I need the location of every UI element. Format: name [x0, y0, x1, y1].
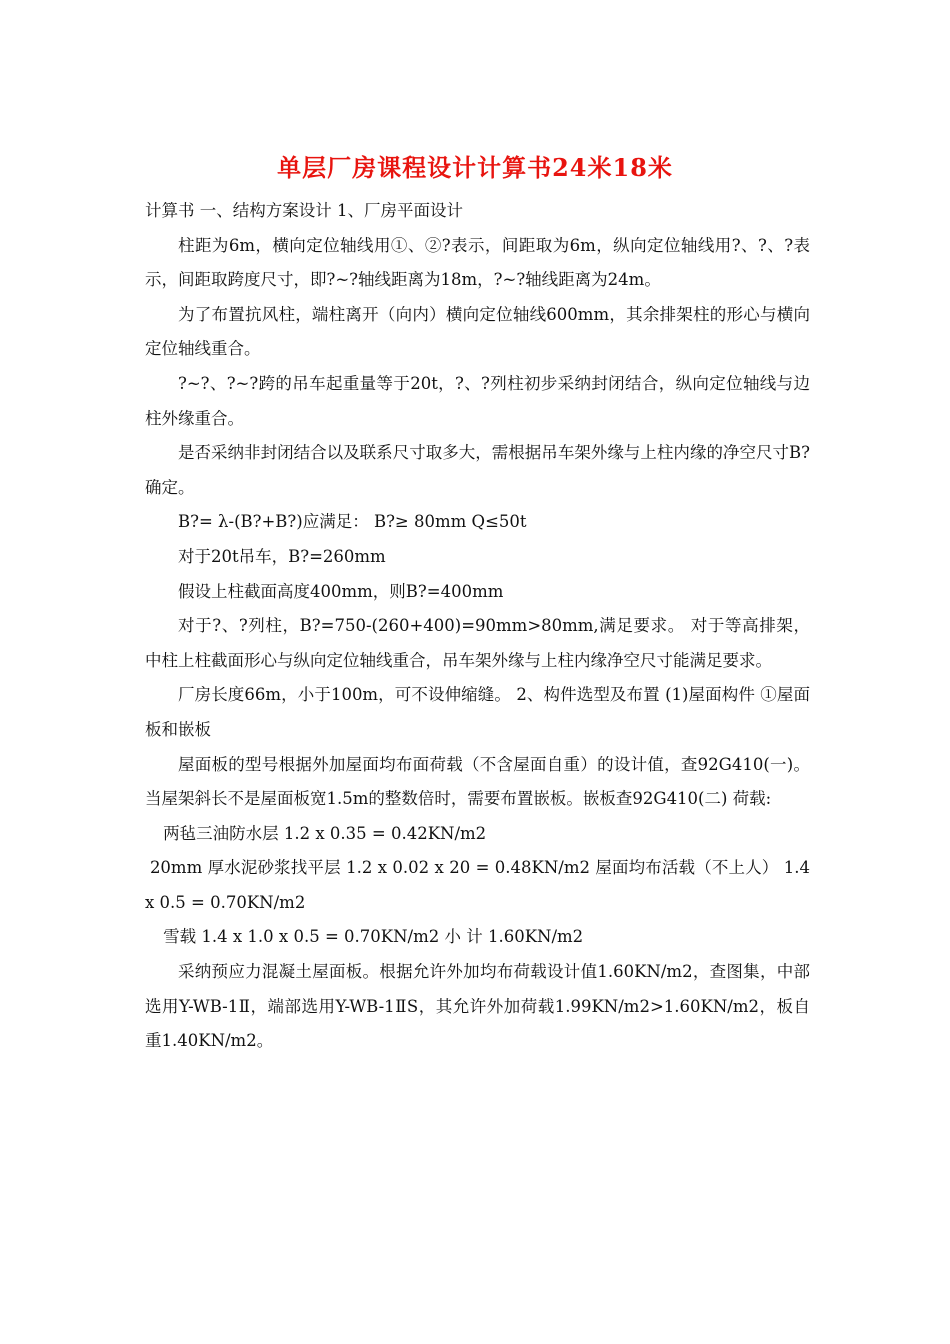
paragraph: 雪载 1.4 x 1.0 x 0.5 = 0.70KN/m2 小 计 1.60KN/m2 — [163, 927, 584, 947]
paragraph: 是否采纳非封闭结合以及联系尺寸取多大，需根据吊车架外缘与上柱内缘的净空尺寸B?确定。 — [145, 443, 810, 497]
paragraph: ?~?、?~?跨的吊车起重量等于20t，?、?列柱初步采纳封闭结合，纵向定位轴线与边柱外缘重合。 — [145, 373, 810, 428]
paragraph: 采纳预应力混凝土屋面板。根据允许外加均布荷载设计值1.60KN/m2，查图集，中部选用Y-WB-1Ⅱ，端部选用Y-WB-1ⅡS，其允许外加荷载1.99KN/m2>1.60KN/m2，板自重1.40KN/m2。 — [145, 962, 810, 1051]
paragraph: 假设上柱截面高度400mm，则B?=400mm — [178, 581, 504, 601]
paragraph: 20mm 厚水泥砂浆找平层 1.2 x 0.02 x 20 = 0.48KN/m2 屋面均布活载（不上人） 1.4 x 0.5 = 0.70KN/m2 — [145, 858, 810, 912]
paragraph: 为了布置抗风柱，端柱离开（向内）横向定位轴线600mm，其余排架柱的形心与横向定位轴线重合。 — [145, 304, 810, 359]
paragraph: 柱距为6m，横向定位轴线用①、②?表示，间距取为6m，纵向定位轴线用?、?、?表示，间距取跨度尺寸，即?~?轴线距离为18m，?~?轴线距离为24m。 — [145, 235, 810, 290]
paragraph: 对于20t吊车，B?=260mm — [178, 546, 386, 566]
document-title: 单层厂房课程设计计算书24米18米 — [277, 153, 673, 182]
paragraph: 厂房长度66m，小于100m，可不设伸缩缝。 2、构件选型及布置 (1)屋面构件 ①屋面板和嵌板 — [145, 685, 810, 739]
paragraph: 计算书 一、结构方案设计 1、厂房平面设计 — [145, 201, 463, 220]
paragraph: B?= λ-(B?+B?)应满足： B?≥ 80mm Q≤50t — [178, 512, 527, 532]
document-body — [145, 194, 810, 1059]
paragraph: 屋面板的型号根据外加屋面均布面荷载（不含屋面自重）的设计值，查92G410(一)。当屋架斜长不是屋面板宽1.5m的整数倍时，需要布置嵌板。嵌板查92G410(二) 荷载: — [145, 754, 810, 809]
paragraph: 对于?、?列柱，B?=750-(260+400)=90mm>80mm,满足要求。 对于等高排架，中柱上柱截面形心与纵向定位轴线重合，吊车架外缘与上柱内缘净空尺寸能满足要求。 — [145, 616, 810, 670]
paragraph: 两毡三油防水层 1.2 x 0.35 = 0.42KN/m2 — [163, 823, 487, 843]
